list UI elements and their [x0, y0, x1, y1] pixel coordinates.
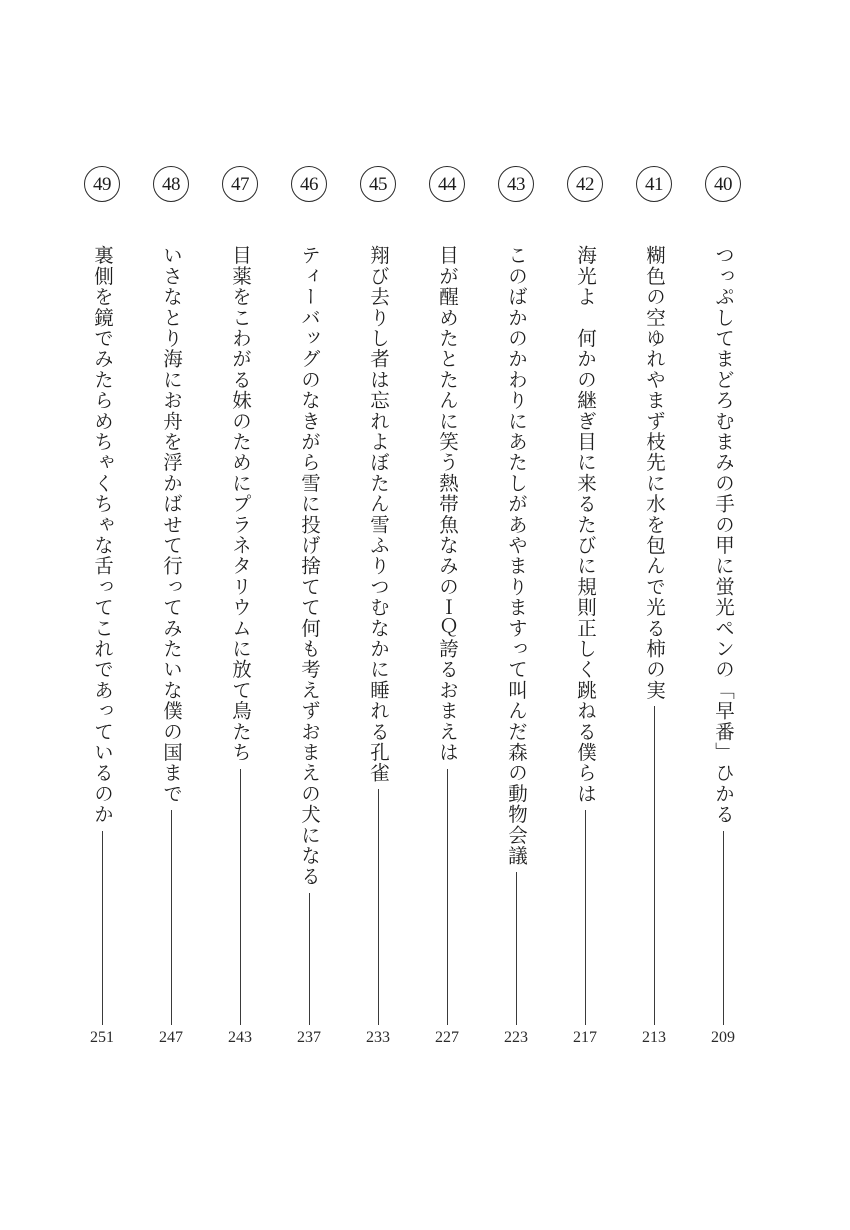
leader-line [585, 810, 586, 1025]
entry-title: いさなとり海にお舟を浮かばせて行ってみたいな僕の国まで [160, 245, 183, 804]
entry-number-badge: 47 [222, 166, 258, 202]
toc-entry-48 [141, 0, 201, 1230]
entry-page-number: 227 [435, 1029, 459, 1046]
entry-page-number: 247 [159, 1029, 183, 1046]
entry-page-number: 217 [573, 1029, 597, 1046]
toc-entry-43 [486, 0, 546, 1230]
entry-title-column [225, 245, 255, 1025]
entry-title: 裏側を鏡でみたらめちゃくちゃな舌ってこれであっているのか [91, 245, 114, 825]
entry-number-badge: 42 [567, 166, 603, 202]
leader-line [102, 831, 103, 1025]
entry-title-column [294, 245, 324, 1025]
leader-line [516, 872, 517, 1025]
toc-entry-47 [210, 0, 270, 1230]
entry-page-number: 233 [366, 1029, 390, 1046]
entry-number-badge: 48 [153, 166, 189, 202]
entry-number-badge: 40 [705, 166, 741, 202]
entry-page-number: 237 [297, 1029, 321, 1046]
entry-title-column [570, 245, 600, 1025]
leader-line [171, 810, 172, 1025]
toc-entry-46 [279, 0, 339, 1230]
toc-entry-42 [555, 0, 615, 1230]
leader-line [240, 769, 241, 1026]
entry-page-number: 251 [90, 1029, 114, 1046]
leader-line [654, 706, 655, 1025]
entry-page-number: 213 [642, 1029, 666, 1046]
toc-entry-41 [624, 0, 684, 1230]
entry-title-column [87, 245, 117, 1025]
entry-number-badge: 46 [291, 166, 327, 202]
toc-entry-49 [72, 0, 132, 1230]
entry-title-column [639, 245, 669, 1025]
toc-entry-40 [693, 0, 753, 1230]
entry-title: 目が醒めたとたんに笑う熱帯魚なみのＩＱ誇るおまえは [436, 245, 459, 763]
leader-line [378, 789, 379, 1025]
toc-entry-44 [417, 0, 477, 1230]
entry-number-badge: 45 [360, 166, 396, 202]
entry-number-badge: 41 [636, 166, 672, 202]
entry-page-number: 223 [504, 1029, 528, 1046]
entry-title-column [432, 245, 462, 1025]
leader-line [447, 769, 448, 1026]
entry-page-number: 243 [228, 1029, 252, 1046]
entry-title-column [501, 245, 531, 1025]
entry-number-badge: 43 [498, 166, 534, 202]
entry-number-badge: 44 [429, 166, 465, 202]
entry-title-column [708, 245, 738, 1025]
entry-title: つっぷしてまどろむまみの手の甲に蛍光ペンの「早番」ひかる [712, 245, 735, 825]
leader-line [723, 831, 724, 1025]
entry-number-badge: 49 [84, 166, 120, 202]
toc-entry-45 [348, 0, 408, 1230]
entry-title: 海光よ 何かの継ぎ目に来るたびに規則正しく跳ねる僕らは [574, 245, 597, 804]
entry-title: ティーバッグのなきがら雪に投げ捨てて何も考えずおまえの犬になる [298, 245, 321, 887]
entry-page-number: 209 [711, 1029, 735, 1046]
entry-title: 糊色の空ゆれやまず枝先に水を包んで光る柿の実 [643, 245, 666, 701]
entry-title-column [156, 245, 186, 1025]
entry-title: 翔び去りし者は忘れよぼたん雪ふりつむなかに睡れる孔雀 [367, 245, 390, 784]
entry-title: このばかのかわりにあたしがあやまりますって叫んだ森の動物会議 [505, 245, 528, 866]
leader-line [309, 893, 310, 1025]
entry-title: 目薬をこわがる妹のためにプラネタリウムに放て鳥たち [229, 245, 252, 763]
entry-title-column [363, 245, 393, 1025]
